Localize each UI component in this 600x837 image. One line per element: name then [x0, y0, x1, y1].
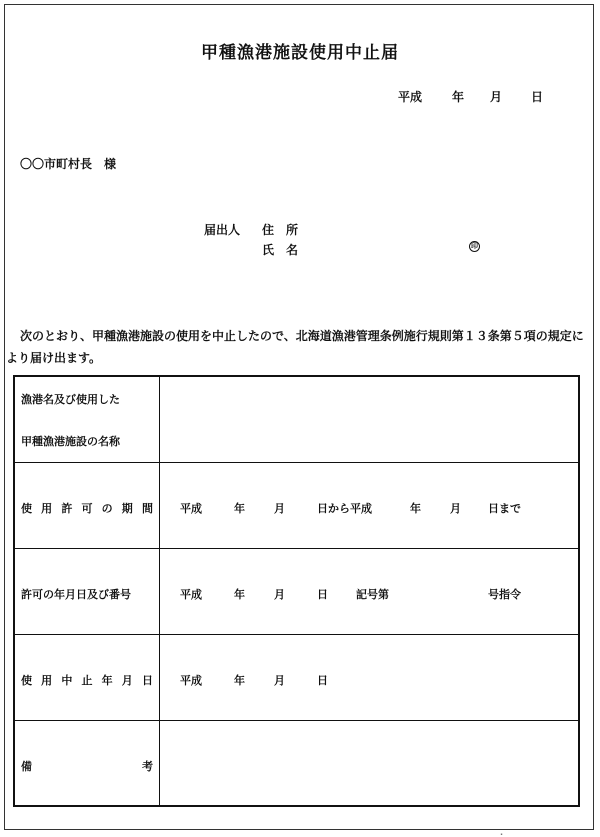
label-line-2: 甲種漁港施設の名称 — [21, 435, 120, 448]
table-row-suspension-date — [15, 635, 578, 721]
table-row-permit-date-number — [15, 549, 578, 635]
suspension-month: 月 — [274, 674, 285, 687]
label-char: 月 — [121, 674, 133, 687]
table-row-permit-period — [15, 463, 578, 549]
permit-number-label: 号指令 — [488, 588, 521, 601]
label-char: 年 — [101, 674, 113, 687]
label-char: 中 — [61, 674, 73, 687]
permit-date-number-field[interactable] — [160, 549, 578, 634]
date-month: 月 — [490, 90, 503, 104]
label-char: 使 — [21, 674, 32, 687]
label-suspension-date — [21, 672, 153, 688]
label-permit-date-number: 許可の年月日及び番号 — [21, 588, 131, 601]
period-year-2: 年 — [410, 502, 421, 515]
label-char: 許 — [61, 502, 73, 515]
label-remarks — [21, 758, 153, 774]
row-label — [15, 377, 160, 462]
applicant-name-label: 氏 名 — [262, 243, 299, 257]
period-month-1: 月 — [274, 502, 285, 515]
addressee: 〇〇市町村長 様 — [20, 157, 117, 171]
permit-month: 月 — [274, 588, 285, 601]
permit-era: 平成 — [180, 588, 202, 601]
label-char: 期 — [121, 502, 133, 515]
row-label — [15, 463, 160, 548]
suspension-year: 年 — [234, 674, 245, 687]
date-era: 平成 — [398, 90, 423, 104]
label-char: 使 — [21, 502, 32, 515]
label-char: 備 — [21, 760, 32, 773]
label-char: 用 — [41, 502, 53, 515]
facility-name-field[interactable] — [160, 377, 578, 462]
permit-day: 日 — [317, 588, 328, 601]
label-char: 止 — [81, 674, 93, 687]
date-day: 日 — [531, 90, 544, 104]
statement-text: 次のとおり、甲種漁港施設の使用を中止したので、北海道漁港管理条例施行規則第１３条第５項の規定により届け出ます。 — [6, 329, 584, 365]
label-char: 可 — [81, 502, 93, 515]
period-era-1: 平成 — [180, 502, 202, 515]
row-label — [15, 549, 160, 634]
label-char: 考 — [142, 760, 153, 773]
table-row-remarks — [15, 721, 578, 805]
period-year-1: 年 — [234, 502, 245, 515]
suspension-era: 平成 — [180, 674, 202, 687]
period-month-2: 月 — [450, 502, 461, 515]
applicant-address-label: 住 所 — [262, 223, 299, 237]
remarks-field[interactable] — [160, 721, 578, 805]
label-permit-period — [21, 500, 153, 516]
seal-mark: 印 — [471, 242, 478, 250]
label-char: 日 — [141, 674, 153, 687]
suspension-date-field[interactable] — [160, 635, 578, 720]
applicant-label: 届出人 — [204, 223, 241, 237]
suspension-day: 日 — [317, 674, 328, 687]
form-title: 甲種漁港施設使用中止届 — [201, 43, 399, 63]
period-day-from: 日から平成 — [317, 502, 372, 515]
label-char: の — [101, 502, 113, 515]
table-row-facility-name — [15, 377, 578, 463]
form-table — [13, 375, 580, 807]
label-char: 用 — [41, 674, 53, 687]
permit-symbol-label: 記号第 — [356, 588, 389, 601]
date-year: 年 — [452, 90, 465, 104]
permit-year: 年 — [234, 588, 245, 601]
label-line-1: 漁港名及び使用した — [21, 393, 120, 406]
label-char: 間 — [141, 502, 153, 515]
footer-mark: . — [500, 828, 504, 837]
permit-period-field[interactable] — [160, 463, 578, 548]
row-label — [15, 635, 160, 720]
row-label — [15, 721, 160, 805]
period-day-until: 日まで — [488, 502, 521, 515]
